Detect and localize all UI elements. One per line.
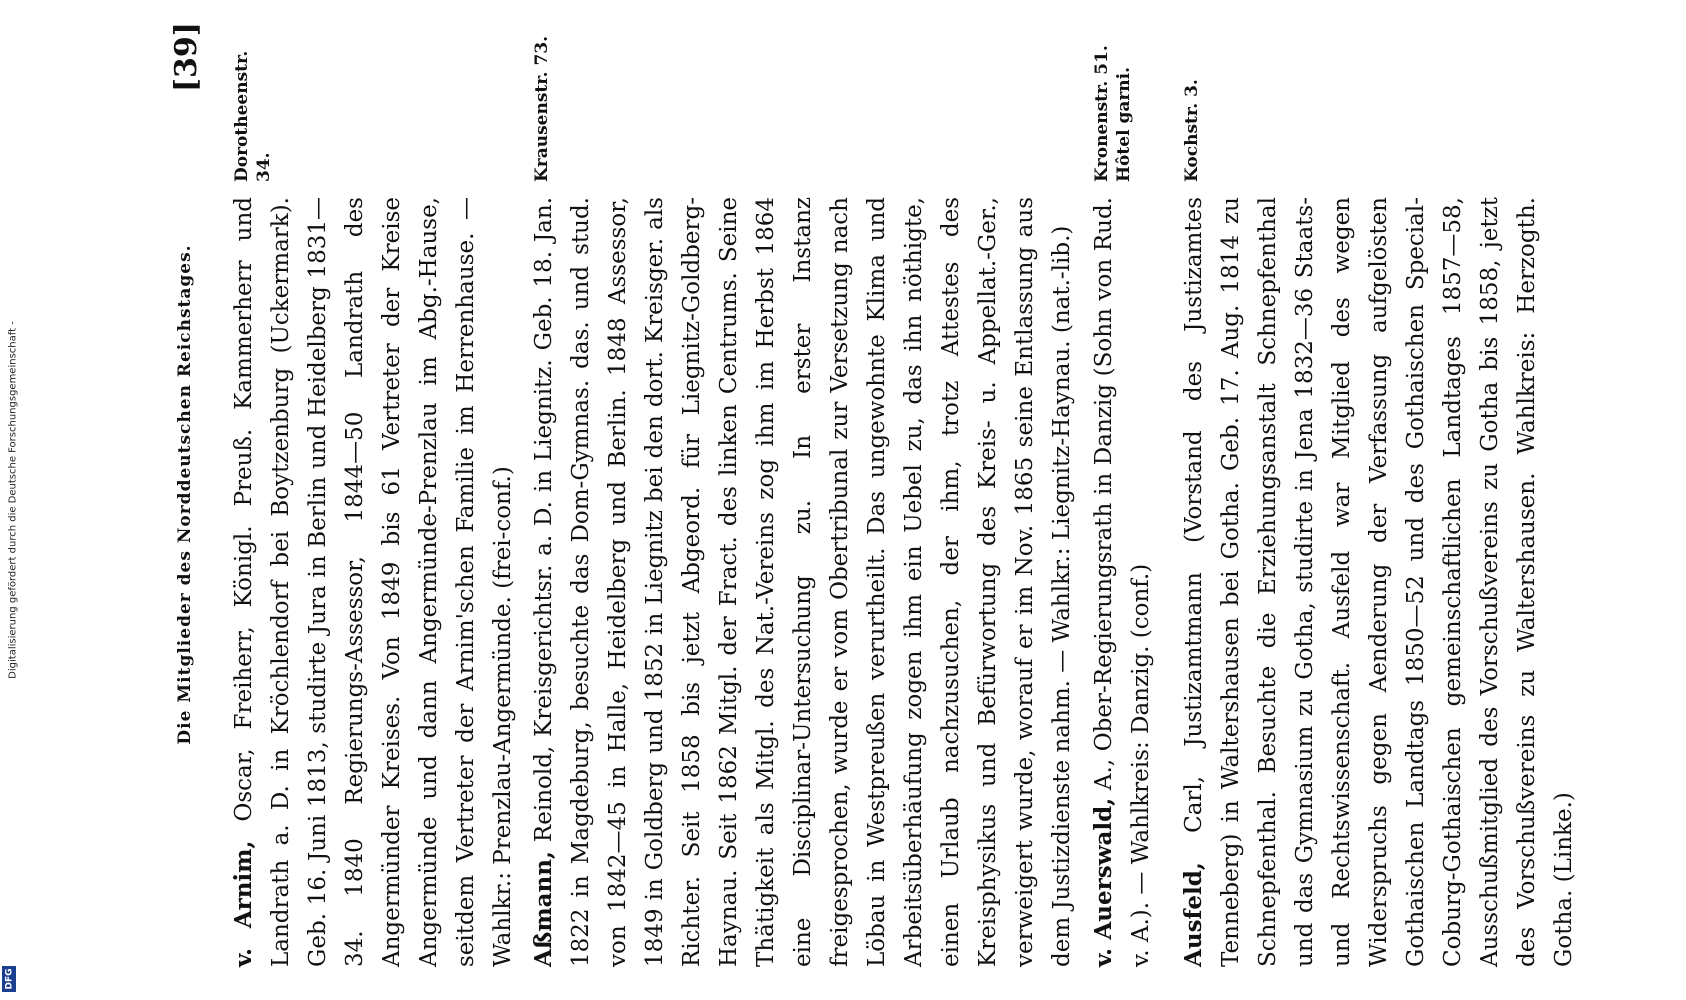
running-head-title: Die Mitglieder des Norddeutschen Reichstages. — [175, 244, 195, 745]
entry-text — [1175, 197, 1583, 967]
entry-arnim — [225, 22, 522, 967]
running-head — [175, 22, 195, 967]
entry-body: Carl, Justizamtmann (Vorstand des Justizamtes Tenneberg) in Waltershausen bei Gotha. Geb. 17. Aug. 1814 zu Schnepfenthal. Besuchte die Erziehungsanstalt Schnepfenthal und das Gymnasium zu Gotha, studirte in Jena 1832—36 Staats- und Rechtswissenschaft. Ausfeld war Mitglied des wegen Widerspruchs gegen Aenderung der Verfassung aufgelösten Gothaischen Landtags 1850—52 und des Gothaischen Special-Coburg-Gothaischen gemeinschaftlichen Landtages 1857—58, Ausschußmitglied des Vorschußvereins zu Gotha bis 1858, jetzt des Vorschußvereins zu Waltershausen. Wahlkreis: Herzogth. Gotha. (Linke.) — [1181, 197, 1577, 967]
entry-address: Kochstr. 3. — [1182, 79, 1202, 182]
entry-address: Krausenstr. 73. — [532, 35, 552, 182]
entry-body: Oscar, Freiherr, Königl. Preuß. Kammerherr und Landrath a. D. in Kröchlendorf bei Boytzenburg (Uckermark). Geb. 16. Juni 1813, studirte Jura in Berlin und Heidelberg 1831—34. 1840 Regierungs-Assessor, 1844—50 Landrath des Angermünder Kreises. Von 1849 bis 61 Vertreter der Kreise Angermünde und dann Angermünde-Prenzlau im Abg.-Hause, seitdem Vertreter der Arnim'schen Familie im Herrenhause. — Wahlkr.: Prenzlau-Angermünde. (frei-conf.) — [231, 197, 516, 967]
entry-ausfeld — [1175, 22, 1583, 967]
digitization-credit — [6, 0, 20, 1000]
entry-address: Kronenstr. 51. Hôtel garni. — [1092, 45, 1134, 182]
page-content — [169, 22, 1625, 967]
entry-name: v. Auerswald, — [1090, 797, 1117, 967]
dfg-logo-label: DFG — [4, 968, 15, 990]
dfg-logo — [2, 966, 16, 992]
entry-text — [225, 197, 522, 967]
page-rotation-wrapper — [169, 22, 1625, 967]
entry-name: Aßmann, — [530, 850, 557, 967]
entry-body: Reinold, Kreisgerichtsr. a. D. in Liegnitz. Geb. 18. Jan. 1822 in Magdeburg, besuchte das Dom-Gymnas. das. und stud. von 1842—45 in Halle, Heidelberg und Berlin. 1848 Assessor, 1849 in Goldberg und 1852 in Liegnitz bei den dort. Kreisger. als Richter. Seit 1858 bis jetzt Abgeord. für Liegnitz-Goldberg-Haynau. Seit 1862 Mitgl. der Fract. des linken Centrums. Seine Thätigkeit als Mitgl. des Nat.-Vereins zog ihm im Herbst 1864 eine Disciplinar-Untersuchung zu. In erster Instanz freigesprochen, wurde er vom Obertribunal zur Versetzung nach Löbau in Westpreußen verurtheilt. Das ungewohnte Klima und Arbeitsüberhäufung zogen ihm ein Uebel zu, das ihn nöthigte, einen Urlaub nachzusuchen, der ihm, trotz Attestes des Kreisphysikus und Befürwortung des Kreis- u. Appellat.-Ger., verweigert wurde, worauf er im Nov. 1865 seine Entlassung aus dem Justizdienste nahm. — Wahlkr.: Liegnitz-Haynau. (nat.-lib.) — [531, 196, 1075, 967]
scanned-page — [169, 22, 1625, 967]
page-number: [39] — [169, 22, 204, 93]
entries-column — [225, 22, 1605, 967]
entry-assmann — [525, 22, 1081, 967]
entry-auerswald — [1085, 22, 1160, 967]
entry-address: Dorotheenstr. 34. — [232, 50, 274, 182]
entry-name: v. Arnim, — [230, 840, 257, 967]
digitization-credit-text: Digitalisierung gefördert durch die Deutsche Forschungsgemeinschaft - — [7, 321, 19, 679]
entry-name: Ausfeld, — [1180, 862, 1207, 967]
entry-body: A., Ober-Regierungsrath in Danzig (Sohn von Rud. v. A.). — Wahlkreis: Danzig. (conf.) — [1091, 197, 1154, 967]
entry-text — [525, 197, 1081, 967]
entry-text — [1085, 197, 1160, 967]
